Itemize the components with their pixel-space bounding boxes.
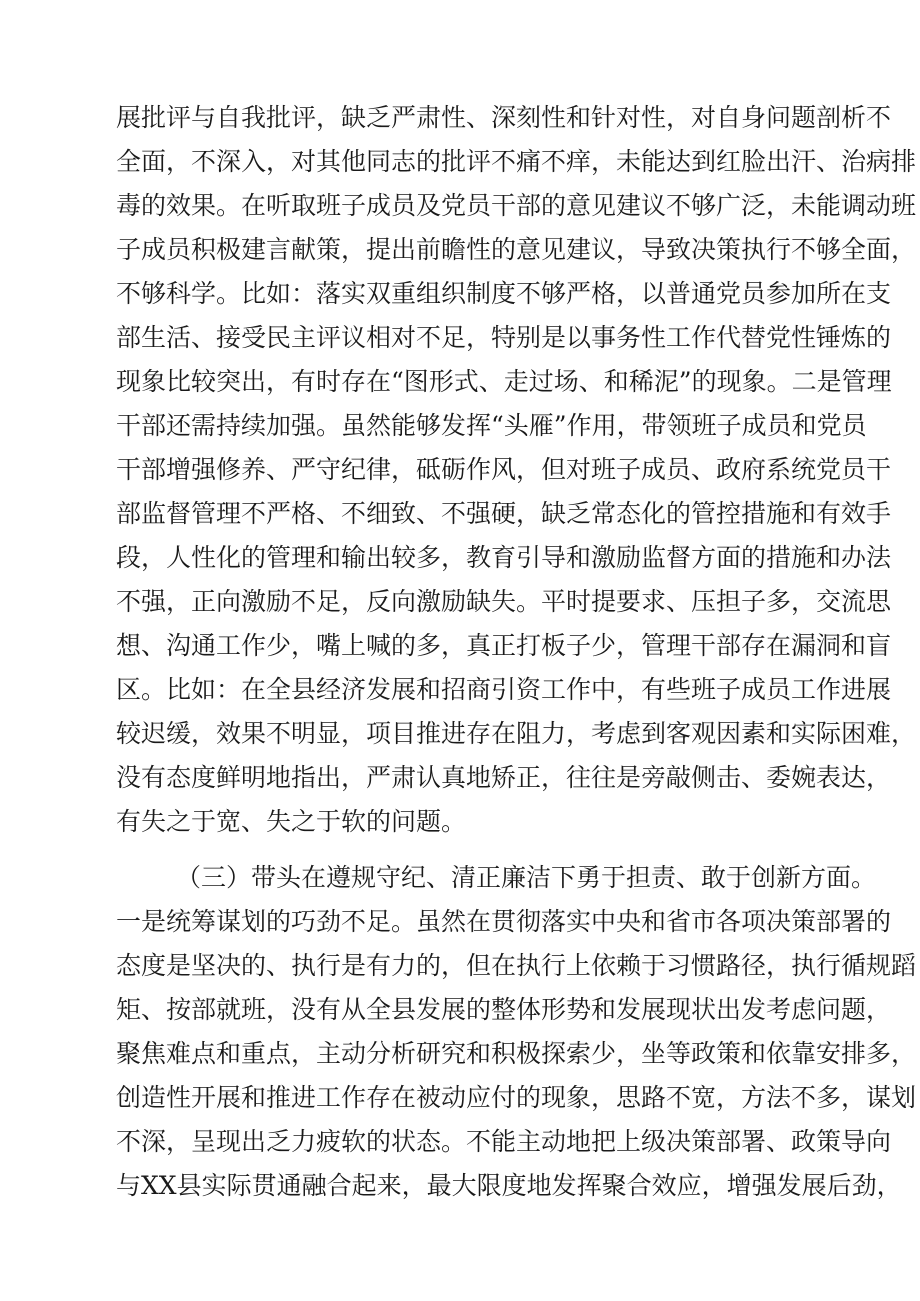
text-line: 不强，正向激励不足，反向激励缺失。平时提要求、压担子多，交流思 [116, 587, 892, 616]
text-line: 展批评与自我批评，缺乏严肃性、深刻性和针对性，对自身问题剖析不 [116, 103, 892, 132]
text-line: 部生活、接受民主评议相对不足，特别是以事务性工作代替党性锤炼的 [116, 323, 892, 352]
text-line: 全面，不深入，对其他同志的批评不痛不痒，未能达到红脸出汗、治病排 [116, 147, 917, 176]
text-line: 段，人性化的管理和输出较多，教育引导和激励监督方面的措施和办法 [116, 543, 892, 572]
text-line: 想、沟通工作少，嘴上喊的多，真正打板子少，管理干部存在漏洞和盲 [116, 631, 892, 660]
text-line: 一是统筹谋划的巧劲不足。虽然在贯彻落实中央和省市各项决策部署的 [116, 907, 892, 936]
text-line: 不深，呈现出乏力疲软的状态。不能主动地把上级决策部署、政策导向 [116, 1127, 892, 1156]
text-line: 干部还需持续加强。虽然能够发挥“头雁”作用，带领班子成员和党员 [116, 411, 867, 440]
text-line: 现象比较突出，有时存在“图形式、走过场、和稀泥”的现象。二是管理 [116, 367, 892, 396]
text-line: 与XX县实际贯通融合起来，最大限度地发挥聚合效应，增强发展后劲， [116, 1171, 902, 1200]
text-line-paragraph-end: 有失之于宽、失之于软的问题。 [116, 807, 467, 836]
text-line: 聚焦难点和重点，主动分析研究和积极探索少，坐等政策和依靠安排多， [116, 1039, 917, 1068]
text-line: 矩、按部就班，没有从全县发展的整体形势和发展现状出发考虑问题， [116, 995, 892, 1024]
text-line: 较迟缓，效果不明显，项目推进存在阻力，考虑到客观因素和实际困难， [116, 719, 917, 748]
text-line: 毒的效果。在听取班子成员及党员干部的意见建议不够广泛，未能调动班 [116, 191, 917, 220]
text-line: 不够科学。比如：落实双重组织制度不够严格，以普通党员参加所在支 [116, 279, 892, 308]
section-heading-line: （三）带头在遵规守纪、清正廉洁下勇于担责、敢于创新方面。 [176, 863, 877, 892]
text-line: 没有态度鲜明地指出，严肃认真地矫正，往往是旁敲侧击、委婉表达， [116, 763, 892, 792]
text-line: 创造性开展和推进工作存在被动应付的现象，思路不宽，方法不多，谋划 [116, 1083, 917, 1112]
text-line: 区。比如：在全县经济发展和招商引资工作中，有些班子成员工作进展 [116, 675, 892, 704]
text-line: 部监督管理不严格、不细致、不强硬，缺乏常态化的管控措施和有效手 [116, 499, 892, 528]
text-line: 态度是坚决的、执行是有力的，但在执行上依赖于习惯路径，执行循规蹈 [116, 951, 917, 980]
text-line: 干部增强修养、严守纪律，砥砺作风，但对班子成员、政府系统党员干 [116, 455, 892, 484]
text-line: 子成员积极建言献策，提出前瞻性的意见建议，导致决策执行不够全面， [116, 235, 917, 264]
